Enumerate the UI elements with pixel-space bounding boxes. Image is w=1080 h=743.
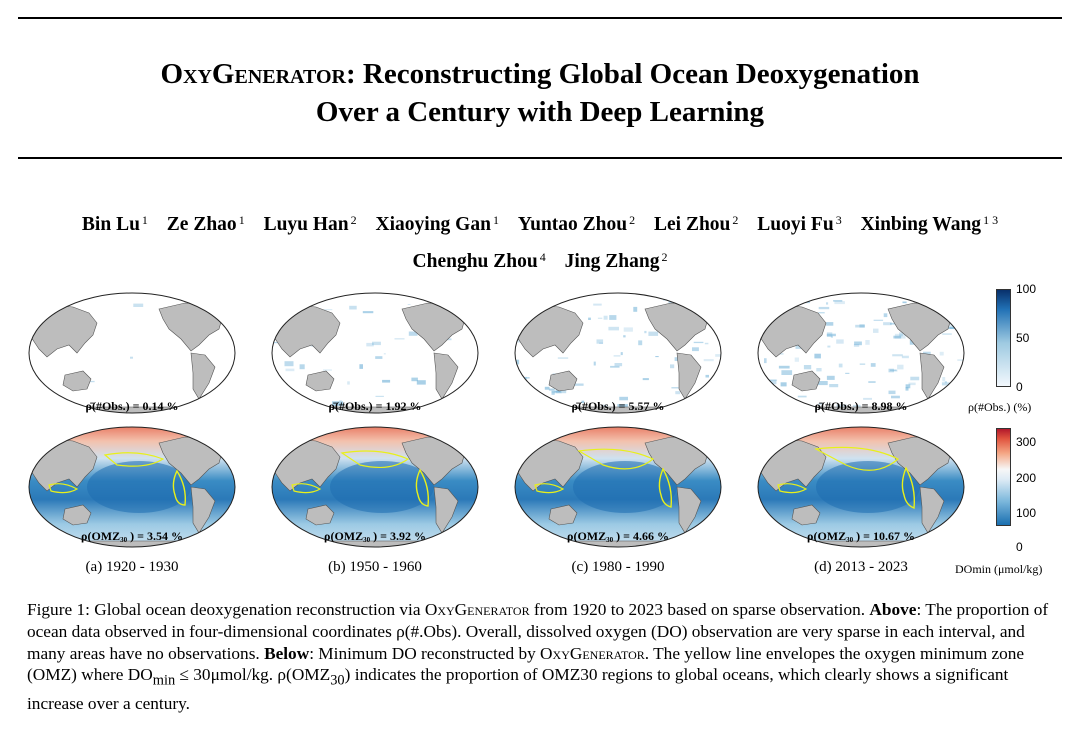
author: Chenghu Zhou $^4$ bbox=[412, 250, 546, 272]
domin-colorbar-label: DOmin (μmol/kg) bbox=[955, 562, 1043, 576]
obs-proportion-label: ρ̄(#Obs.) = 0.14 % bbox=[85, 399, 179, 413]
author: Xiaoying Gan $^1$ bbox=[375, 213, 499, 235]
domin-map-1920 bbox=[27, 425, 237, 549]
author: Lei Zhou $^2$ bbox=[654, 213, 739, 235]
subcaption-a: (a) 1920 - 1930 bbox=[85, 559, 179, 575]
author: Jing Zhang $^2$ bbox=[564, 250, 668, 272]
domin-map-2013 bbox=[756, 425, 966, 549]
caption-above: Above bbox=[869, 600, 917, 619]
colorbar-tick: 0 bbox=[1016, 540, 1023, 554]
colorbar-tick: 100 bbox=[1016, 506, 1037, 520]
title-method-name: OxyGenerator bbox=[160, 58, 346, 90]
title-line1: : Reconstructing Global Ocean Deoxygenation bbox=[346, 58, 920, 90]
domin-map-1980 bbox=[513, 425, 723, 549]
author-list bbox=[0, 204, 1080, 278]
author: Bin Lu $^1$ bbox=[81, 213, 148, 235]
obs-colorbar-label: ρ(#Obs.) (%) bbox=[968, 400, 1032, 414]
obs-proportion-label: ρ̄(#Obs.) = 5.57 % bbox=[571, 399, 665, 413]
omz-proportion-label: $\rho(OMZ_{30}$ ) = 4.66 % bbox=[567, 529, 669, 544]
subcaption-c: (c) 1980 - 1990 bbox=[571, 559, 665, 575]
paper-title bbox=[0, 55, 1080, 131]
omz-proportion-label: $\rho(OMZ_{30}$ ) = 3.54 % bbox=[81, 529, 183, 544]
author: Xinbing Wang $^{1 3}$ bbox=[860, 213, 999, 235]
domin-map-1950 bbox=[270, 425, 480, 549]
colorbar-tick: 50 bbox=[1016, 331, 1030, 345]
colorbar-tick: 200 bbox=[1016, 471, 1037, 485]
author: Yuntao Zhou $^2$ bbox=[517, 213, 636, 235]
obs-colorbar bbox=[996, 289, 1011, 387]
caption-below: Below bbox=[264, 643, 310, 663]
obs-proportion-label: ρ̄(#Obs.) = 1.92 % bbox=[328, 399, 422, 413]
title-line2: Over a Century with Deep Learning bbox=[315, 96, 765, 128]
obs-map-1920 bbox=[27, 291, 237, 415]
bottom-rule bbox=[18, 157, 1062, 159]
omz-proportion-label: $\rho(OMZ_{30}$ ) = 10.67 % bbox=[807, 529, 915, 544]
subcaption-b: (b) 1950 - 1960 bbox=[328, 559, 422, 575]
colorbar-tick: 100 bbox=[1016, 282, 1037, 296]
figure-caption: Figure 1: Global ocean deoxygenation reconstruction via OxyGenerator from 1920 to 2023 based on sparse observation. Above: The proportion of ocean data observed in four-dimensional coordinates ρ(#.Obs). Overall, dissolved oxygen (DO) observation are very sparse in each interval, and many areas have no observations. Below: Minimum DO reconstructed by OxyGenerator. The yellow line envelopes the oxygen minimum zone (OMZ) where $DO_{min} \le 30\mu mol/kg$. $\rho(OMZ_{30})$ indicates the proportion of OMZ30 regions to global oceans, which clearly shows a significant increase over a century. bbox=[27, 600, 1049, 713]
domin-colorbar bbox=[996, 428, 1011, 526]
obs-map-1980 bbox=[513, 291, 723, 415]
colorbar-tick: 0 bbox=[1016, 380, 1023, 394]
author: Ze Zhao $^1$ bbox=[166, 213, 245, 235]
author: Luoyi Fu $^3$ bbox=[757, 213, 842, 235]
omz-proportion-label: $\rho(OMZ_{30}$ ) = 3.92 % bbox=[324, 529, 426, 544]
caption-label: Figure 1: bbox=[27, 600, 90, 619]
colorbar-tick: 300 bbox=[1016, 435, 1037, 449]
obs-proportion-label: ρ̄(#Obs.) = 8.98 % bbox=[814, 399, 908, 413]
subcaption-d: (d) 2013 - 2023 bbox=[814, 559, 908, 575]
obs-map-1950 bbox=[270, 291, 480, 415]
obs-map-2013 bbox=[756, 291, 966, 415]
top-rule bbox=[18, 17, 1062, 19]
author: Luyu Han $^2$ bbox=[263, 213, 357, 235]
